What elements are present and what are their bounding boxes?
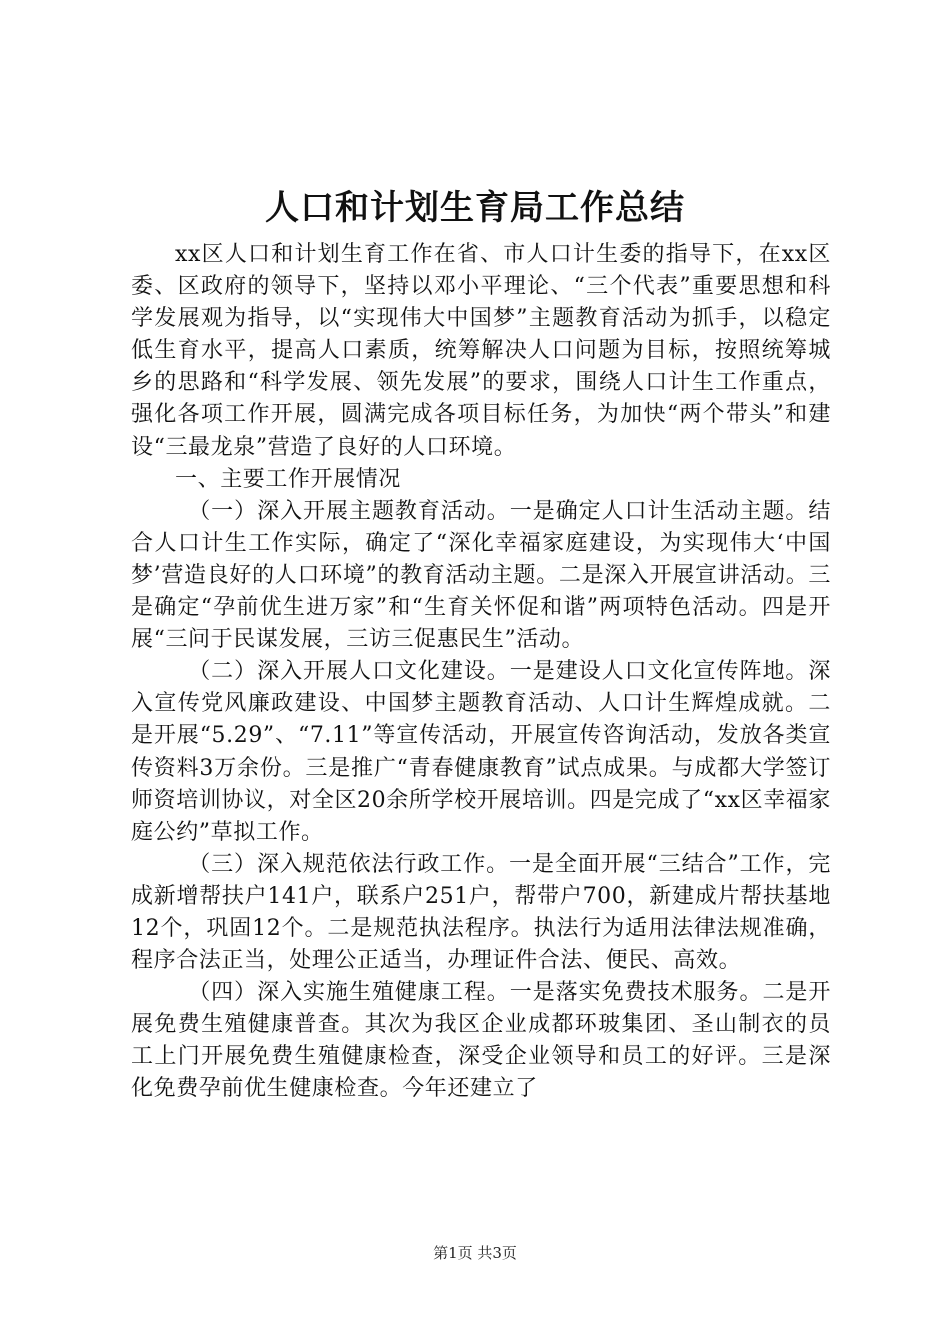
page-footer: 第1页 共3页 [433,1244,517,1262]
section-paragraph-4: （四）深入实施生殖健康工程。一是落实免费技术服务。二是开展免费生殖健康普查。其次为我区企业成都环玻集团、圣山制衣的员工上门开展免费生殖健康检查，深受企业领导和员工的好评。三是深化免费孕前优生健康检查。今年还建立了 [131,980,831,1102]
section-heading: 一、主要工作开展情况 [175,466,402,492]
intro-paragraph: xx区人口和计划生育工作在省、市人口计生委的指导下，在xx区委、区政府的领导下，坚持以邓小平理论、“三个代表”重要思想和科学发展观为指导，以“实现伟大中国梦”主题教育活动为抓手，以稳定低生育水平，提高人口素质，统筹解决人口问题为目标，按照统筹城乡的思路和“科学发展、领先发展”的要求，围绕人口计生工作重点，强化各项工作开展，圆满完成各项目标任务，为加快“两个带头”和建设“三最龙泉”营造了良好的人口环境。 [131,242,831,460]
document-body [131,239,831,1106]
document-title: 人口和计划生育局工作总结 [265,188,685,228]
section-paragraph-1: （一）深入开展主题教育活动。一是确定人口计生活动主题。结合人口计生工作实际，确定了“深化幸福家庭建设，为实现伟大‘中国梦’营造良好的人口环境”的教育活动主题。二是深入开展宣讲活动。三是确定“孕前优生进万家”和“生育关怀促和谐”两项特色活动。四是开展“三问于民谋发展，三访三促惠民生”活动。 [131,498,831,653]
section-paragraph-2: （二）深入开展人口文化建设。一是建设人口文化宣传阵地。深入宣传党风廉政建设、中国梦主题教育活动、人口计生辉煌成就。二是开展“5.29”、“7.11”等宣传活动，开展宣传咨询活动，发放各类宣传资料3万余份。三是推广“青春健康教育”试点成果。与成都大学签订师资培训协议，对全区20余所学校开展培训。四是完成了“xx区幸福家庭公约”草拟工作。 [131,659,831,845]
section-paragraph-3: （三）深入规范依法行政工作。一是全面开展“三结合”工作，完成新增帮扶户141户，联系户251户，帮带户700，新建成片帮扶基地12个，巩固12个。二是规范执法程序。执法行为适用法律法规准确，程序合法正当，处理公正适当，办理证件合法、便民、高效。 [131,851,831,974]
